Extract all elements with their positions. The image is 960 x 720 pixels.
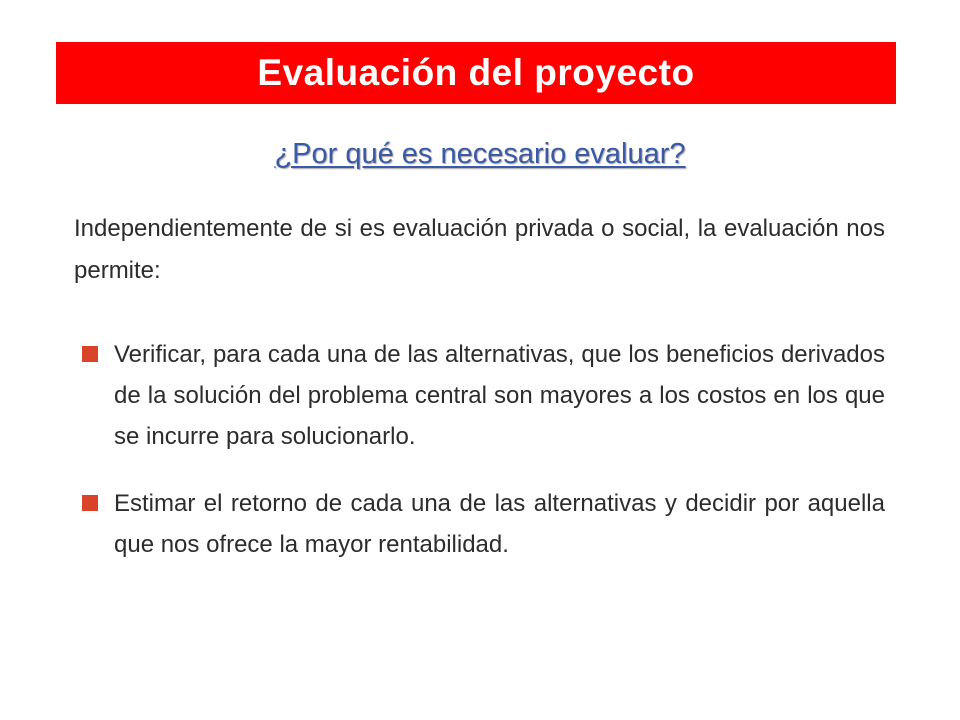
list-item [82, 483, 885, 565]
bullet-text: Estimar el retorno de cada una de las alternativas y decidir por aquella que nos ofrece la mayor rentabilidad. [114, 490, 885, 558]
list-item [82, 334, 885, 457]
slide-subtitle: ¿Por qué es necesario evaluar? [274, 138, 686, 170]
intro-paragraph: Independientemente de si es evaluación privada o social, la evaluación nos permite: [74, 215, 885, 284]
title-banner [56, 42, 896, 104]
slide-title: Evaluación del proyecto [257, 52, 695, 93]
square-bullet-icon [82, 495, 98, 511]
bullet-text: Verificar, para cada una de las alternativas, que los beneficios derivados de la solución del problema central son mayores a los costos en los que se incurre para solucionarlo. [114, 341, 885, 450]
square-bullet-icon [82, 346, 98, 362]
bullet-list [82, 334, 885, 591]
